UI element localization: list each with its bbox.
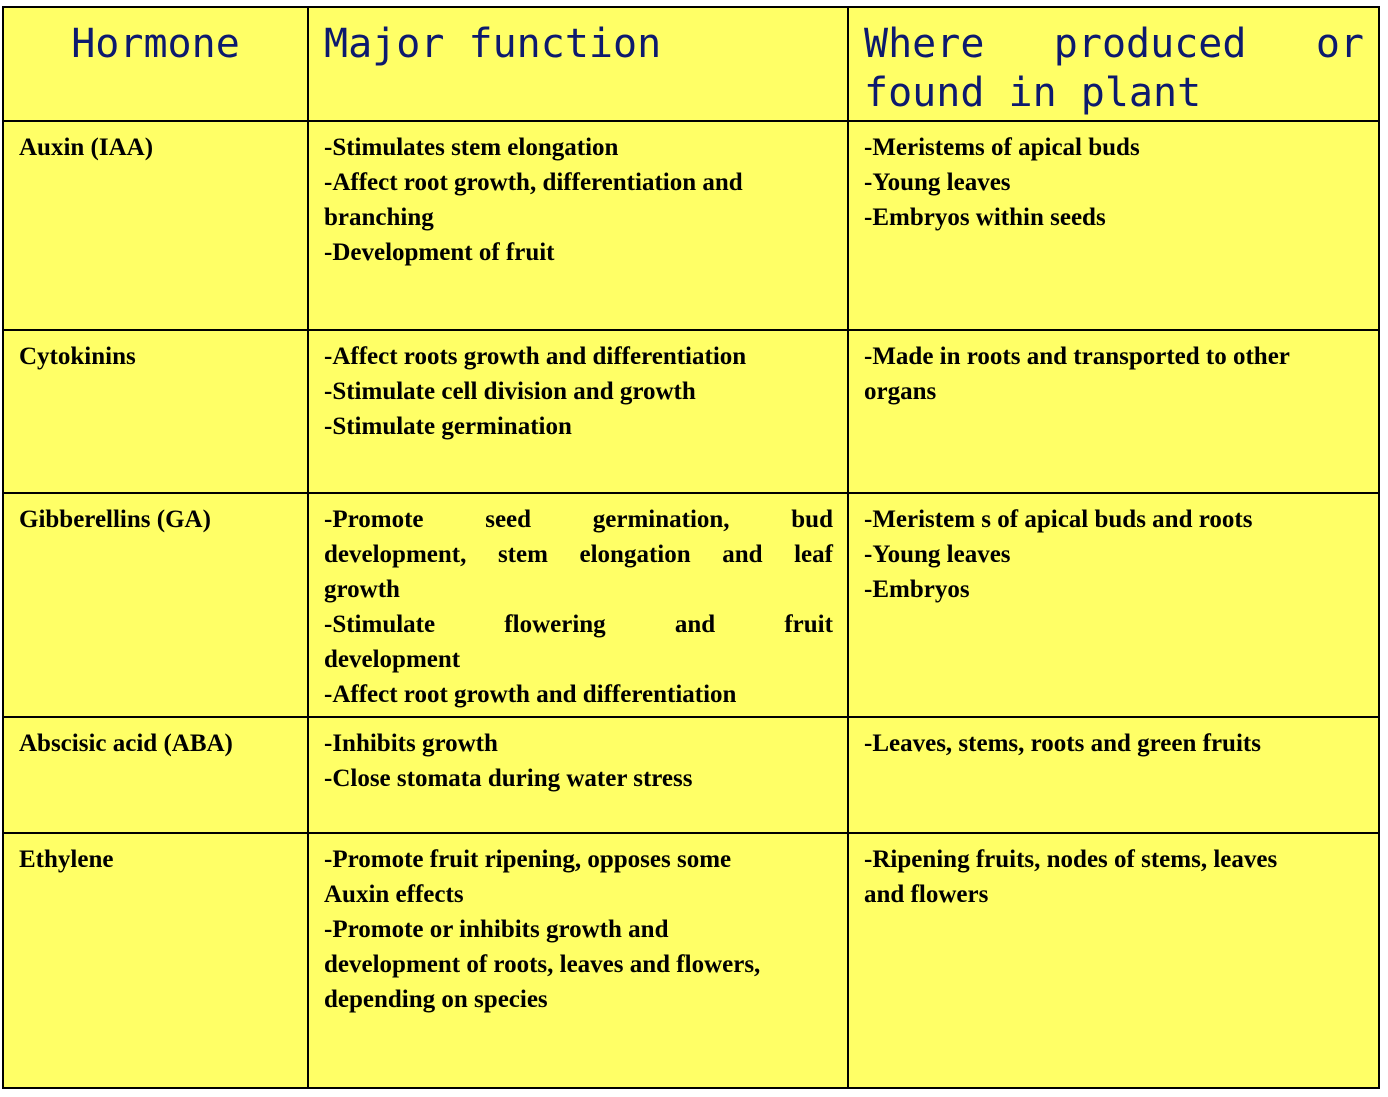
header-hormone: Hormone [71,21,240,67]
function-cell [308,121,848,330]
function-word: development, [324,541,467,568]
header-function-cell [308,7,848,121]
function-word: and [674,611,716,638]
function-word: bud [791,506,833,533]
hormone-name: Gibberellins (GA) [19,506,211,533]
table-row-ethylene [3,833,1379,1088]
header-where-word: or [1315,21,1364,67]
where-line: -Meristem s of apical buds and roots [864,506,1253,533]
where-cell [848,121,1379,330]
function-word: elongation [579,541,691,568]
function-word: leaf [794,541,833,568]
function-line: -Stimulates stem elongation [324,134,619,161]
where-line: -Made in roots and transported to other [864,343,1290,370]
function-line [324,537,833,572]
where-cell [848,717,1379,833]
where-cell [848,493,1379,717]
function-word: -Promote [324,506,424,533]
table-row-gibberellins [3,493,1379,717]
function-line: development [324,646,461,673]
function-cell [308,493,848,717]
where-line: -Leaves, stems, roots and green fruits [864,730,1261,757]
header-where-line-2: found in plant [864,70,1202,116]
hormone-cell [3,330,308,493]
hormone-name: Ethylene [19,846,114,873]
function-line: -Affect root growth and differentiation [324,681,737,708]
function-line: -Affect root growth, differentiation and [324,169,743,196]
hormone-name: Auxin (IAA) [19,134,154,161]
where-line: -Young leaves [864,169,1011,196]
hormone-cell [3,493,308,717]
hormone-cell [3,121,308,330]
function-cell [308,717,848,833]
function-word: stem [497,541,548,568]
function-line: -Development of fruit [324,239,555,266]
header-where-line-1 [864,20,1364,69]
function-word: and [722,541,763,568]
header-where-word: Where [864,21,985,67]
function-line: -Stimulate cell division and growth [324,378,696,405]
header-where-word: produced [1053,21,1247,67]
function-line: -Promote fruit ripening, opposes some [324,846,732,873]
where-line: -Meristems of apical buds [864,134,1140,161]
function-line: branching [324,204,434,231]
hormone-name: Cytokinins [19,343,136,370]
function-word: germination, [592,506,730,533]
header-function: Major function [324,21,662,67]
where-line: organs [864,378,937,405]
where-line: -Ripening fruits, nodes of stems, leaves [864,846,1278,873]
function-line: depending on species [324,986,548,1013]
hormone-name: Abscisic acid (ABA) [19,730,233,757]
where-cell [848,330,1379,493]
function-line [324,607,833,642]
where-line: -Young leaves [864,541,1011,568]
header-where-cell [848,7,1379,121]
hormone-cell [3,833,308,1088]
table-row-cytokinins [3,330,1379,493]
function-line: -Stimulate germination [324,413,572,440]
hormone-cell [3,717,308,833]
where-cell [848,833,1379,1088]
function-line: growth [324,576,400,603]
table-row-auxin [3,121,1379,330]
function-line [324,502,833,537]
function-cell [308,833,848,1088]
function-word: seed [485,506,532,533]
function-line: -Inhibits growth [324,730,498,757]
where-line: -Embryos within seeds [864,204,1106,231]
function-word: fruit [784,611,833,638]
function-word: flowering [504,611,606,638]
function-line: -Close stomata during water stress [324,765,693,792]
where-line: and flowers [864,881,989,908]
function-line: Auxin effects [324,881,464,908]
function-line: development of roots, leaves and flowers, [324,951,761,978]
function-line: -Promote or inhibits growth and [324,916,669,943]
hormone-table [2,6,1380,1089]
function-word: -Stimulate [324,611,436,638]
header-hormone-cell [3,7,308,121]
function-line: -Affect roots growth and differentiation [324,343,747,370]
function-cell [308,330,848,493]
where-line: -Embryos [864,576,970,603]
header-row [3,7,1379,121]
table-row-abscisic-acid [3,717,1379,833]
